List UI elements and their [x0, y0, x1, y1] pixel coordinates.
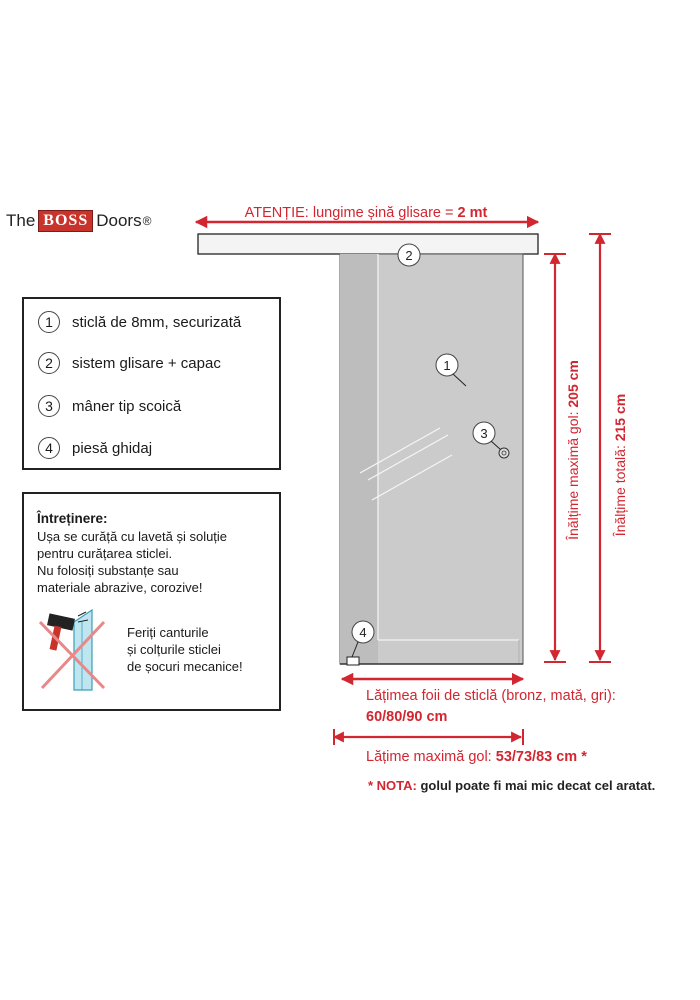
callout-1-label: 1 — [443, 358, 451, 373]
footnote — [368, 778, 655, 793]
gap-width-label: Lățime maximă gol: 53/73/83 cm * — [366, 749, 587, 765]
legend-label: piesă ghidaj — [72, 439, 153, 457]
footnote-text: golul poate fi mai mic decat cel aratat. — [416, 778, 656, 793]
callout-3-label: 3 — [480, 426, 488, 441]
legend-label: sticlă de 8mm, securizată — [72, 313, 242, 331]
legend-label: mâner tip scoică — [72, 397, 182, 415]
legend-label: sistem glisare + capac — [72, 354, 221, 372]
legend-item — [38, 352, 221, 374]
logo-prefix: The — [6, 211, 36, 230]
logo-registered-mark: ® — [142, 214, 152, 228]
logo-brand: BOSS — [38, 210, 93, 232]
legend-number: 1 — [38, 311, 60, 333]
maintenance-line: pentru curățarea sticlei. — [37, 546, 173, 561]
warning-text — [127, 624, 277, 675]
total-height-label: Înălțime totală: 215 cm — [612, 393, 628, 537]
maintenance-title: Întreținere: — [37, 511, 108, 526]
guide-piece — [347, 657, 359, 665]
warning-line: Feriți canturile — [127, 625, 209, 640]
parts-legend — [22, 297, 281, 470]
rail-note-text: ATENȚIE: lungime șină glisare = 2 mt — [244, 205, 488, 221]
maintenance-text — [37, 528, 277, 596]
handle-icon — [499, 448, 509, 458]
hammer-glass-warning-icon — [34, 602, 114, 692]
legend-number: 3 — [38, 395, 60, 417]
legend-number: 2 — [38, 352, 60, 374]
legend-number: 4 — [38, 437, 60, 459]
maintenance-box — [22, 492, 281, 711]
legend-item — [38, 311, 241, 333]
warning-line: de șocuri mecanice! — [127, 659, 243, 674]
glass-panel-edge — [340, 254, 378, 664]
legend-item — [38, 437, 152, 459]
gap-height-label: Înălțime maximă gol: 205 cm — [565, 360, 581, 540]
maintenance-line: materiale abrazive, corozive! — [37, 580, 203, 595]
callout-4-label: 4 — [359, 625, 367, 640]
logo-suffix: Doors — [96, 211, 142, 230]
legend-item — [38, 395, 181, 417]
maintenance-line: Ușa se curăță cu lavetă și soluție — [37, 529, 228, 544]
glass-width-label: Lățimea foii de sticlă (bronz, mată, gri): — [366, 688, 616, 704]
footnote-marker: * NOTA: — [368, 778, 417, 793]
maintenance-line: Nu folosiți substanțe sau — [37, 563, 179, 578]
warning-line: și colțurile sticlei — [127, 642, 221, 657]
callout-2-label: 2 — [405, 248, 413, 263]
sliding-rail — [198, 234, 538, 254]
glass-width-value: 60/80/90 cm — [366, 709, 448, 725]
